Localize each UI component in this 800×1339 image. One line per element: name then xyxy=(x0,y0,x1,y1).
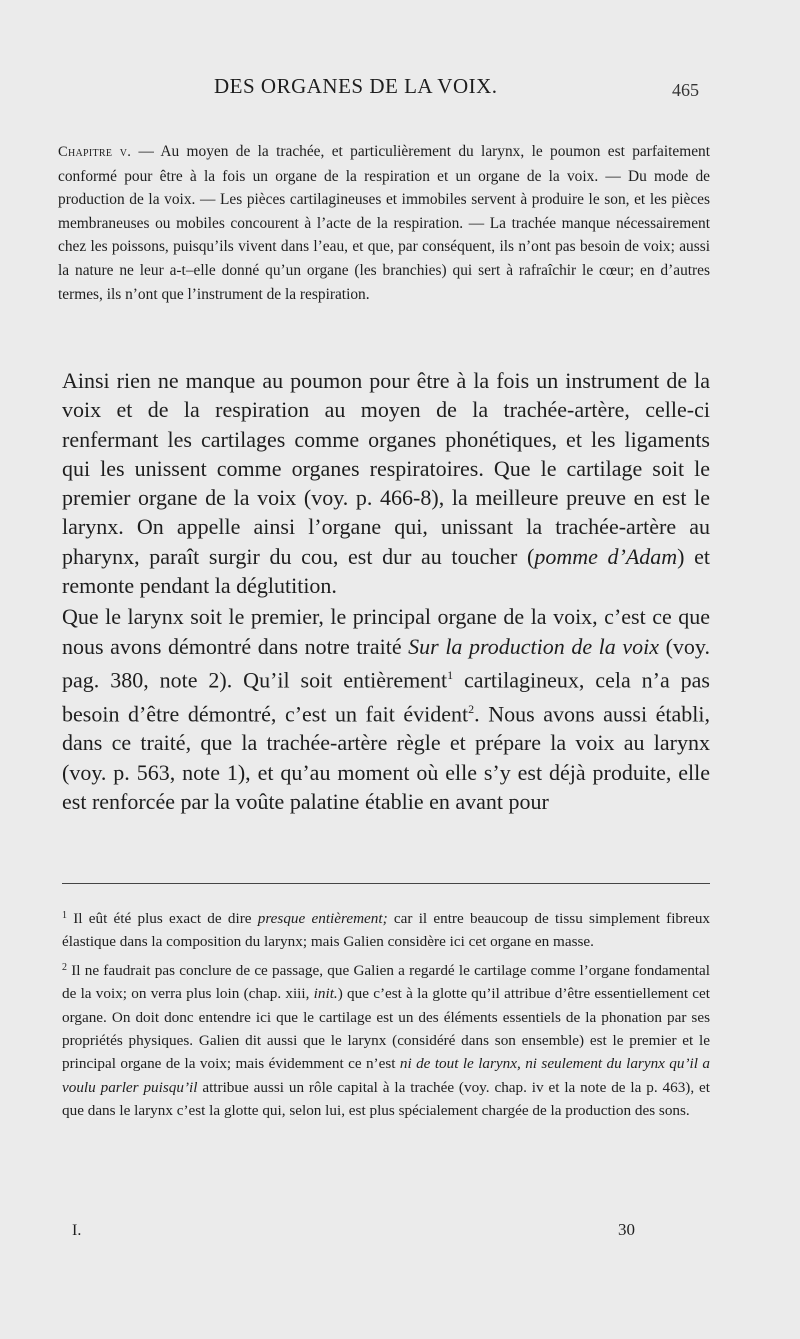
chapter-summary xyxy=(58,140,710,306)
page-number: 465 xyxy=(672,80,699,100)
footnote-2 xyxy=(62,956,710,1123)
paragraph-2 xyxy=(62,602,710,816)
paragraph-1-end: ) et remonte pendant la déglutition. xyxy=(62,543,711,599)
footnote-1-italic: presque entièrement; xyxy=(257,910,388,927)
footnote-ref-1[interactable]: 1 xyxy=(447,667,454,682)
footnote-2-text-a: Il ne faudrait pas conclure de ce passage, que Galien a regardé le cartilage comme l’organe fondamental de la voix; on verra plus loin (chap. xiii, xyxy=(62,961,710,1003)
footnote-2-mark: 2 xyxy=(62,961,67,973)
signature-mark: I. xyxy=(72,1222,82,1239)
paragraph-1 xyxy=(62,366,710,600)
footnote-rule xyxy=(62,883,710,884)
paragraph-2-text-c: cartilagineux, cela n’a pas besoin d’être démontré, c’est un fait évident xyxy=(62,667,710,726)
footnote-1 xyxy=(62,904,710,954)
footnote-2-text-c: attribue aussi un rôle capital à la trachée (voy. chap. iv et la note de la p. 463), et que dans le larynx c’est la glotte qui, selon lui, est plus spécialement chargée de la production des sons. xyxy=(62,1078,710,1120)
paragraph-2-text-a: Que le larynx soit le premier, le principal organe de la voix, c’est ce que nous avons démontré dans notre traité xyxy=(62,604,710,659)
folio-number: 30 xyxy=(618,1220,635,1239)
footnote-1-mark: 1 xyxy=(62,910,67,921)
paragraph-1-text: Ainsi rien ne manque au poumon pour être à la fois un instrument de la voix et de la respiration au moyen de la trachée-artère, celle-ci renfermant les cartilages comme organes phonétiques, et les ligaments qui les unissent comme organes respiratoires. Que le cartilage soit le premier organe de la voix (voy. p. 466-8), la meilleure preuve en est le larynx. On appelle ainsi l’organe qui, unissant la trachée-artère au pharynx, paraît surgir du cou, est dur au toucher ( xyxy=(62,368,710,569)
main-text xyxy=(62,366,710,816)
footnotes xyxy=(62,904,710,1123)
summary-text: — Au moyen de la trachée, et particulièrement du larynx, le poumon est parfaitement conformé pour être à la fois un organe de la respiration et un organe de la voix. — Du mode de production de la voix. — Les pièces cartilagineuses et immobiles servent à produire le son, et les pièces membraneuses ou mobiles concourent à l’acte de la respiration. — La trachée manque nécessairement chez les poissons, puisqu’ils vivent dans l’eau, et que, par conséquent, ils n’ont pas besoin de voix; aussi la nature ne leur a-t–elle donné qu’un organe (les branchies) qui sert à rafraîchir le cœur; en d’autres termes, ils n’ont que l’instrument de la respiration. xyxy=(58,143,711,303)
running-head xyxy=(0,74,800,104)
paragraph-2-text-b: (voy. pag. 380, note 2). Qu’il soit entièrement xyxy=(62,633,710,693)
running-title: DES ORGANES DE LA VOIX. xyxy=(214,74,498,98)
chapter-label: Chapitre v. xyxy=(58,144,132,160)
paragraph-1-italic: pomme d’Adam xyxy=(534,543,678,569)
footnote-2-italic-1: init. xyxy=(313,985,338,1003)
footnote-1-text-a: Il eût été plus exact de dire xyxy=(67,910,258,927)
paragraph-2-italic-title: Sur la production de la voix xyxy=(408,633,659,659)
paragraph-2-text-d: . Nous avons aussi établi, dans ce traité, que la trachée-artère règle et prépare la voix au larynx (voy. p. 563, note 1), et qu’au moment où elle s’y est déjà produite, elle est renforcée par la voûte palatine établie en avant pour xyxy=(62,700,710,814)
footnote-ref-2[interactable]: 2 xyxy=(468,701,475,716)
footnote-2-italic-2: ni de tout le larynx, ni seulement du larynx qu’il a voulu parler puisqu’il xyxy=(62,1055,710,1096)
footnote-2-text-b: ) que c’est à la glotte qu’il attribue d’être essentiellement cet organe. On doit donc entendre ici que le cartilage est un des éléments essentiels de la phonation par ses propriétés physiques. Galien dit aussi que le larynx (considéré dans son ensemble) est le premier et le principal organe de la voix; mais évidemment ce n’est xyxy=(62,985,710,1073)
footnote-1-text-b: car il entre beaucoup de tissu simplement fibreux élastique dans la composition du larynx; mais Galien considère ici cet organe en masse. xyxy=(62,910,711,951)
